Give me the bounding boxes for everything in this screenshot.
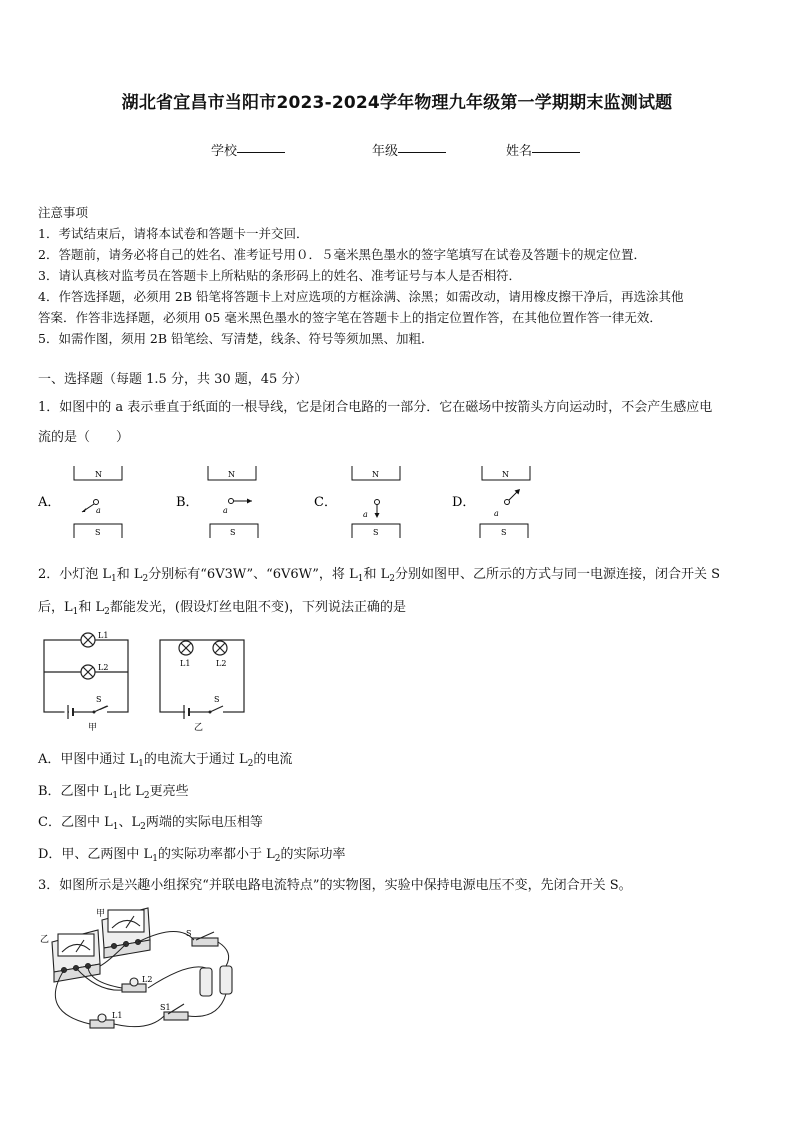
magnet-diagrams	[38, 462, 758, 542]
svg-text:S: S	[96, 695, 102, 704]
notice-item: 3．请认真核对监考员在答题卡上所粘贴的条形码上的姓名、准考证号与本人是否相符．	[38, 268, 521, 283]
option-c[interactable]: C．乙图中 $L_1$、$L_2$两端的实际电压相等	[38, 815, 263, 832]
parallel-circuit-apparatus	[38, 902, 258, 1042]
option-c-label: C．	[314, 495, 337, 510]
section-heading: 一、选择题（每题 1.5 分，共 30 题，45 分）	[38, 372, 308, 387]
label-yi: 乙	[40, 935, 50, 945]
svg-text:L2: L2	[142, 975, 153, 984]
question-1-line1: 1．如图中的 a 表示垂直于纸面的一根导线，它是闭合电路的一部分．它在磁场中按箭头方向运动时，不会产生感应电	[38, 400, 713, 415]
option-d[interactable]: D．甲、乙两图中 $L_1$的实际功率都小于 $L_2$的实际功率	[38, 847, 346, 864]
svg-text:S: S	[186, 929, 192, 938]
svg-text:L2: L2	[98, 663, 109, 672]
question-3-figure	[38, 902, 258, 1042]
question-1-line2: 流的是（ ）	[38, 430, 130, 445]
svg-text:L1: L1	[98, 631, 109, 640]
option-a[interactable]: A．甲图中通过 $L_1$的电流大于通过 $L_2$的电流	[38, 752, 293, 769]
option-b[interactable]: B．乙图中 $L_1$比 $L_2$更亮些	[38, 784, 189, 801]
notice-item: 答案．作答非选择题，必须用 05 毫米黑色墨水的签字笔在答题卡上的指定位置作答，在其他位置作答一律无效．	[38, 310, 662, 325]
label-yi: 乙	[194, 723, 204, 733]
svg-text:N: N	[372, 470, 379, 479]
label-jia: 甲	[96, 909, 106, 919]
pole-n: N	[95, 470, 102, 479]
option-d-figure	[480, 466, 530, 538]
svg-text:N: N	[502, 470, 509, 479]
svg-text:S: S	[214, 695, 220, 704]
svg-text:a: a	[494, 509, 499, 518]
svg-text:L2: L2	[216, 659, 227, 668]
option-b-label: B．	[176, 495, 199, 510]
pole-s: S	[95, 528, 101, 537]
name-blank[interactable]	[532, 140, 580, 153]
notice-item: 2．答题前，请务必将自己的姓名、准考证号用０．５毫米黑色墨水的签字笔填写在试卷及答题卡的规定位置．	[38, 247, 646, 262]
circuit-yi	[160, 640, 244, 719]
question-2	[38, 563, 758, 617]
svg-text:S: S	[373, 528, 379, 537]
svg-text:a: a	[363, 510, 368, 519]
notice-section	[38, 202, 758, 349]
wire-label: a	[96, 506, 101, 515]
notice-item: 1．考试结束后，请将本试卷和答题卡一并交回．	[38, 226, 309, 241]
svg-text:S: S	[501, 528, 507, 537]
notice-item: 5．如需作图，须用 2B 铅笔绘、写清楚，线条、符号等须加黑、加粗．	[38, 331, 434, 346]
notice-item: 4．作答选择题，必须用 2B 铅笔将答题卡上对应选项的方框涂满、涂黑；如需改动，请用橡皮擦干净后，再选涂其他	[38, 289, 684, 304]
circuit-jia	[44, 633, 128, 719]
school-blank[interactable]	[237, 140, 285, 153]
circuit-diagrams	[38, 628, 258, 738]
grade-field: 年级	[372, 140, 398, 159]
option-a-figure	[74, 466, 122, 538]
svg-text:N: N	[228, 470, 235, 479]
svg-text:a: a	[223, 506, 228, 515]
option-b-figure	[208, 466, 258, 538]
svg-text:S1: S1	[160, 1003, 171, 1012]
question-1-figures	[38, 462, 758, 542]
label-jia: 甲	[88, 723, 98, 733]
question-2-circuits	[38, 628, 258, 738]
svg-text:S: S	[230, 528, 236, 537]
option-a-label: A．	[38, 495, 61, 510]
question-3-stem: 3．如图所示是兴趣小组探究“并联电路电流特点”的实物图，实验中保持电源电压不变，先闭合开关 S。	[38, 878, 632, 893]
grade-blank[interactable]	[398, 140, 446, 153]
school-field: 学校	[211, 140, 237, 159]
notice-heading: 注意事项	[38, 205, 89, 220]
question-1	[38, 396, 758, 445]
option-c-figure	[352, 466, 400, 538]
svg-text:L1: L1	[180, 659, 191, 668]
name-field: 姓名	[506, 140, 532, 159]
option-d-label: D．	[452, 495, 476, 510]
svg-text:L1: L1	[112, 1011, 123, 1020]
question-2-line1: 2．小灯泡 $L_1$和 $L_2$分别标有“6V3W”、“6V6W”，将 $L_1$和 $L_2$分别如图甲、乙所示的方式与同一电源连接，闭合开关 S	[38, 567, 720, 584]
question-2-line2: 后，$L_1$和 $L_2$都能发光，(假设灯丝电阻不变)，下列说法正确的是	[38, 600, 407, 617]
page-title: 湖北省宜昌市当阳市2023-2024学年物理九年级第一学期期末监测试题	[121, 93, 673, 113]
